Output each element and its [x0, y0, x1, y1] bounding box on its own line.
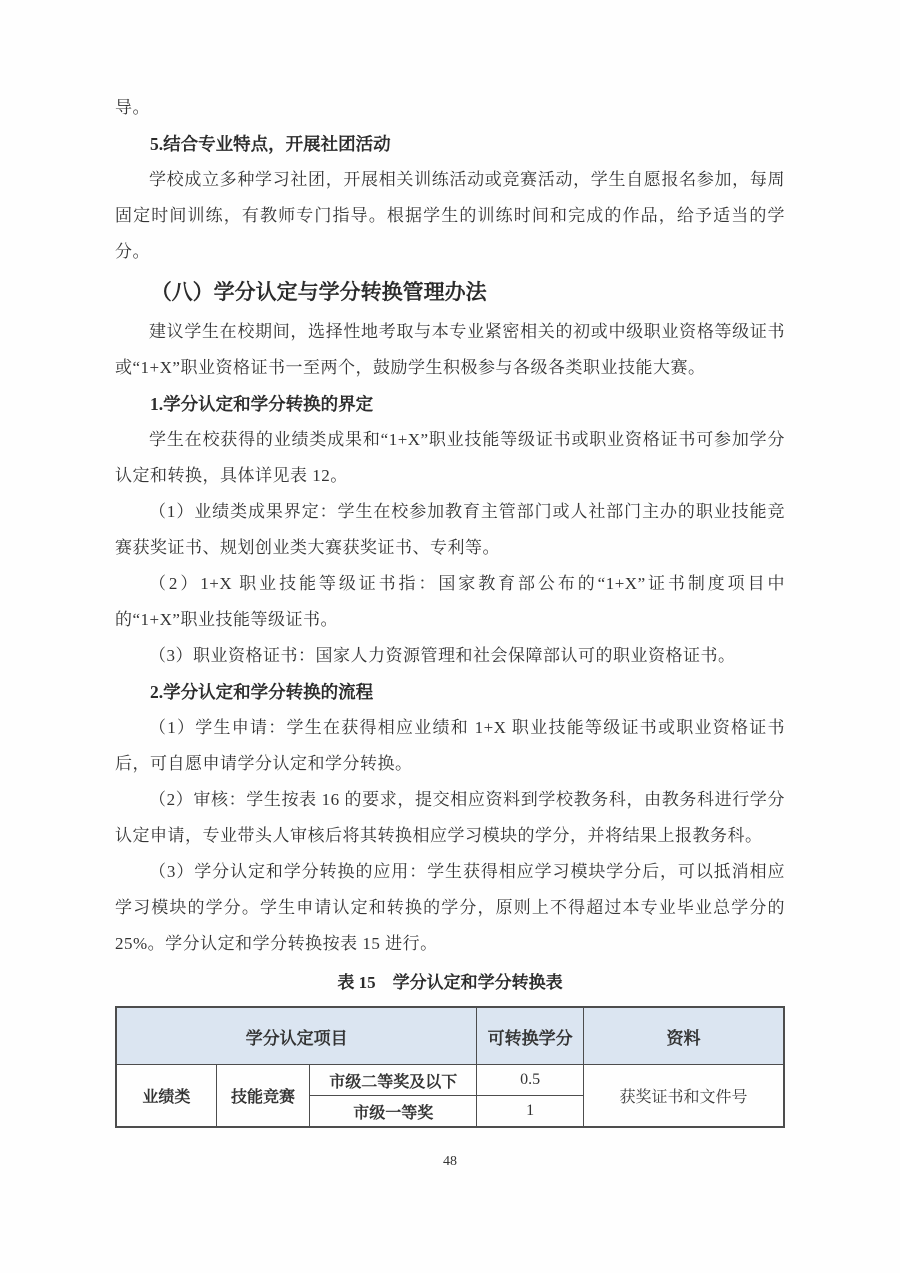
paragraph-process-2: （2）审核：学生按表 16 的要求，提交相应资料到学校教务科，由教务科进行学分认定申请，专业带头人审核后将其转换相应学习模块的学分，并将结果上报教务科。: [115, 790, 785, 845]
table-row: [116, 1065, 784, 1096]
cell-row1-level: 市级二等奖及以下: [310, 1065, 477, 1096]
header-cell-credits: 可转换学分: [477, 1007, 584, 1065]
paragraph-definition-1: （1）业绩类成果界定：学生在校参加教育主管部门或人社部门主办的职业技能竞赛获奖证书、规划创业类大赛获奖证书、专利等。: [115, 502, 785, 557]
table-15-caption: 表 15 学分认定和学分转换表: [337, 973, 563, 992]
cell-row2-level: 市级一等奖: [310, 1096, 477, 1128]
paragraph-definition-2: （2）1+X 职业技能等级证书指：国家教育部公布的“1+X”证书制度项目中的“1+X”职业技能等级证书。: [115, 574, 785, 629]
cell-row1-credits: 0.5: [477, 1065, 584, 1096]
cell-subcategory: 技能竞赛: [216, 1065, 310, 1128]
page-number: 48: [443, 1154, 457, 1169]
cell-row2-credits: 1: [477, 1096, 584, 1128]
heading-section-8-credit-management: （八）学分认定与学分转换管理办法: [150, 280, 487, 304]
cell-material: 获奖证书和文件号: [584, 1065, 784, 1128]
paragraph-continuation: 导。: [115, 98, 150, 117]
header-cell-project: 学分认定项目: [116, 1007, 477, 1065]
header-cell-material: 资料: [584, 1007, 784, 1065]
table-header-row: [116, 1007, 784, 1065]
paragraph-definition-3: （3）职业资格证书：国家人力资源管理和社会保障部认可的职业资格证书。: [149, 646, 736, 665]
heading-1-definition: 1.学分认定和学分转换的界定: [150, 394, 374, 414]
paragraph-definition-intro: 学生在校获得的业绩类成果和“1+X”职业技能等级证书或职业资格证书可参加学分认定和转换，具体详见表 12。: [115, 430, 785, 485]
heading-5-club-activities: 5.结合专业特点，开展社团活动: [150, 134, 391, 154]
heading-2-process: 2.学分认定和学分转换的流程: [150, 682, 374, 702]
paragraph-club-activities: 学校成立多种学习社团，开展相关训练活动或竞赛活动，学生自愿报名参加，每周固定时间训练，有教师专门指导。根据学生的训练时间和完成的作品，给予适当的学分。: [115, 170, 785, 261]
paragraph-process-1: （1）学生申请：学生在获得相应业绩和 1+X 职业技能等级证书或职业资格证书后，可自愿申请学分认定和学分转换。: [115, 718, 785, 773]
cell-category: 业绩类: [116, 1065, 216, 1128]
paragraph-recommendation: 建议学生在校期间，选择性地考取与本专业紧密相关的初或中级职业资格等级证书或“1+X”职业资格证书一至两个，鼓励学生积极参与各级各类职业技能大赛。: [115, 322, 785, 377]
credit-conversion-table: [115, 1006, 785, 1128]
paragraph-process-3: （3）学分认定和学分转换的应用：学生获得相应学习模块学分后，可以抵消相应学习模块的学分。学生申请认定和转换的学分，原则上不得超过本专业毕业总学分的 25%。学分认定和学分转换按表 15 进行。: [115, 862, 785, 953]
